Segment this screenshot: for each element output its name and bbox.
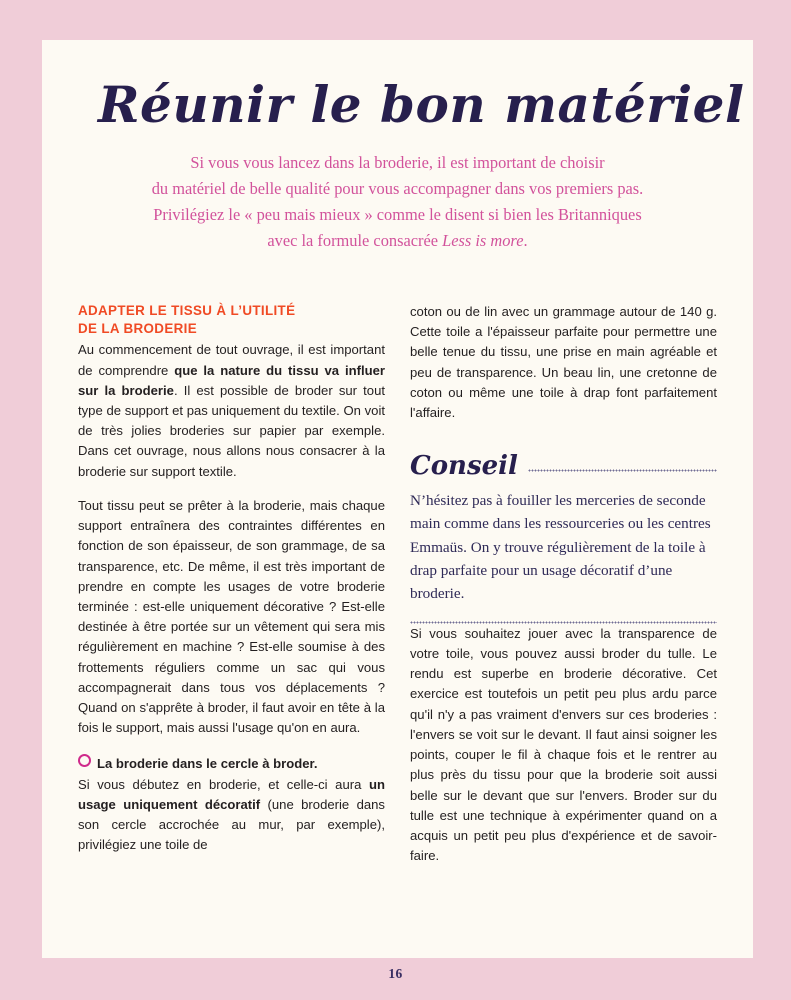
conseil-body: N’hésitez pas à fouiller les merceries de seconde main comme dans les ressourceries ou les centres Emmaüs. On y trouve régulièrement de la toile à drap parfaite pour un usage décoratif d’une broderie.: [410, 492, 711, 602]
right-paragraph-2: Si vous souhaitez jouer avec la transparence de votre toile, vous pouvez aussi broder du tulle. Le rendu est superbe en broderie décorative. Cet exercice est toutefois un petit peu plus ardu parce qu'il n'y a pas vraiment d'envers sur ces broderies : l'envers se voit sur le devant. Il faut ainsi soigner les points, couper le fil à chaque fois et le rentrer au plus près du tissu pour que la broderie soit aussi belle sur le devant que sur l'envers. Broder sur du tulle est une technique à expérimenter quand on a acquis un petit peu plus d'expérience et de savoir-faire.: [410, 625, 717, 864]
conseil-title: Conseil: [410, 451, 518, 482]
conseil-dotted-rule-bottom: [410, 621, 717, 624]
section-kicker-line-2: DE LA BRODERIE: [78, 320, 197, 336]
subtitle-line-2: du matériel de belle qualité pour vous accompagner dans vos premiers pas.: [151, 178, 644, 198]
right-paragraph-1: coton ou de lin avec un grammage autour de 140 g. Cette toile a l'épaisseur parfaite pour permettre une belle tenue du tissu, une prise en main agréable et peu de transparence. Un beau lin, une cretonne de coton ou même une toile à drap font parfaitement l'affaire.: [410, 304, 717, 421]
section-kicker: [78, 302, 385, 337]
ring-bullet-icon: [78, 754, 91, 767]
left-column: [78, 302, 385, 866]
left-p3-text-b: (une broderie dans son cercle accrochée au mur, par exemple), privilégiez une toile de: [78, 796, 385, 853]
left-paragraph-1: [78, 340, 385, 482]
conseil-box: [410, 453, 717, 623]
subtitle-line-4-suffix: .: [523, 230, 528, 250]
subtitle-line-4-prefix: avec la formule consacrée: [267, 230, 443, 250]
masthead: [42, 40, 753, 254]
left-paragraph-3: [78, 775, 385, 856]
page-subtitle: [98, 150, 697, 254]
subtitle-line-1: Si vous vous lancez dans la broderie, il est important de choisir: [190, 153, 605, 172]
conseil-dotted-rule-top: [528, 469, 717, 472]
left-p1-bold-a: que la nature du tissu va influer sur la broderie: [78, 362, 385, 398]
bullet-heading: [78, 754, 385, 774]
conseil-header: [410, 451, 717, 482]
bullet-heading-label: La broderie dans le cercle à broder.: [97, 755, 318, 771]
left-paragraph-2: Tout tissu peut se prêter à la broderie, mais chaque support entraînera des contraintes différentes en fonction de son épaisseur, de son grammage, de sa transparence, etc. De même, il est très important de prendre en compte les usages de votre broderie terminée : est-elle uniquement décorative ? Est-elle destinée à être portée sur un vêtement qui sera mis régulièrement en machine ? Est-elle soumise à des frottements réguliers comme un sac qui vous accompagnerait dans tous vos déplacements ? Quand on s'apprête à broder, il faut avoir en tête à la fois le support, mais aussi l'usage qu'on en aura.: [78, 497, 385, 736]
page-title: Réunir le bon matériel: [98, 75, 745, 134]
left-p3-bold-a: un usage uniquement décoratif: [78, 776, 385, 812]
two-column-body: [78, 302, 718, 866]
folio-page-number: 16: [388, 966, 403, 981]
left-p3-text-a: Si vous débutez en broderie, et celle-ci aura: [78, 776, 369, 792]
subtitle-line-3: Privilégiez le « peu mais mieux » comme le disent si bien les Britanniques: [153, 204, 642, 224]
page-sheet: [42, 40, 753, 958]
left-p1-text-b: . Il est possible de broder sur tout type de support et pas uniquement du textile. On voit de très jolies broderies sur papier par exemple. Dans cet ouvrage, nous allons nous consacrer à la broderie sur support textile.: [78, 382, 385, 479]
left-p1-text-a: Au commencement de tout ouvrage, il est important de comprendre: [78, 342, 385, 378]
subtitle-emphasis: Less is more: [442, 230, 524, 250]
section-kicker-line-1: ADAPTER LE TISSU À L’UTILITÉ: [78, 303, 296, 318]
right-column: [410, 302, 717, 866]
